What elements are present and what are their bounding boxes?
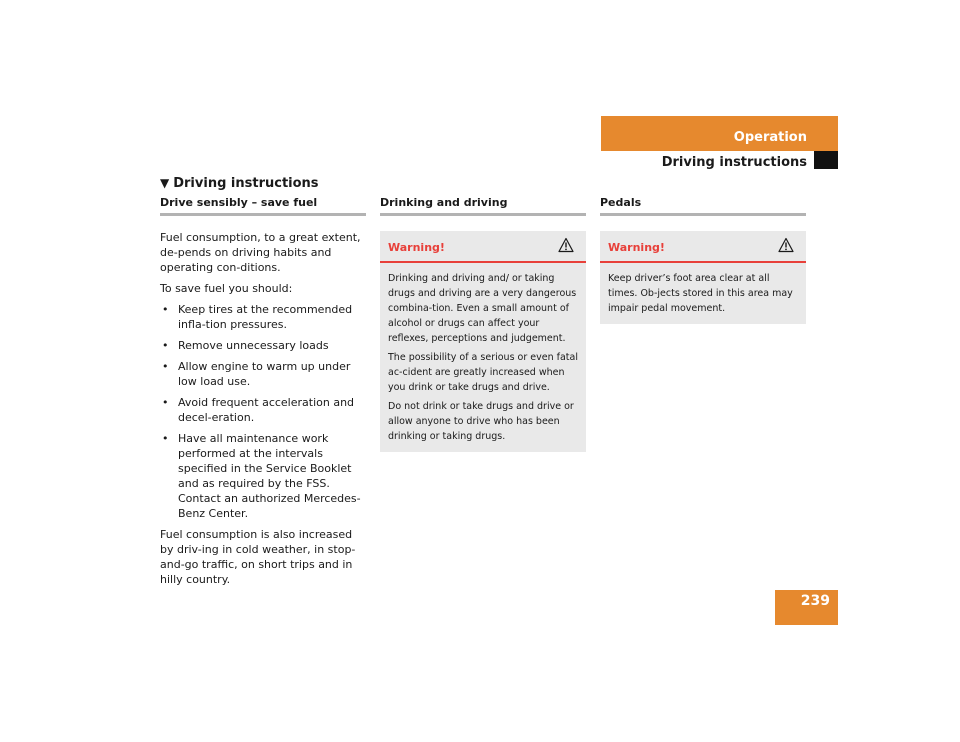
warning-triangle-icon	[558, 237, 574, 257]
fuel-intro: Fuel consumption, to a great extent, de-pends on driving habits and operating con-ditions.	[160, 231, 361, 274]
list-item: • Remove unnecessary loads	[162, 339, 329, 352]
warning-paragraph: The possibility of a serious or even fatal ac-cident are greatly increased when you drink or take drugs and drive.	[388, 352, 578, 393]
list-item: • Avoid frequent acceleration and decel-eration.	[162, 396, 355, 424]
bullet-icon: •	[162, 432, 169, 445]
warning-box-pedals	[600, 231, 806, 324]
bullet-icon: •	[162, 360, 169, 373]
list-item: • Keep tires at the recommended infla-tion pressures.	[162, 303, 353, 331]
warning-title: Warning!	[388, 241, 445, 254]
warning-title: Warning!	[608, 241, 665, 254]
column-drinking	[380, 196, 586, 452]
heading-drinking-driving: Drinking and driving	[380, 196, 586, 216]
bullet-icon: •	[162, 396, 169, 409]
fuel-closing: Fuel consumption is also increased by driv-ing in cold weather, in stop-and-go traffic, on short trips and in hilly country.	[160, 528, 356, 586]
warning-paragraph: Drinking and driving and/ or taking drugs and driving are a very dangerous combina-tion. Even a small amount of alcohol or drugs can affect your reflexes, perceptions and judgement.	[388, 273, 577, 344]
chapter-title: Operation	[733, 130, 807, 145]
page-number: 239	[800, 593, 830, 609]
fuel-lead: To save fuel you should:	[160, 282, 293, 295]
heading-save-fuel: Drive sensibly – save fuel	[160, 196, 366, 216]
list-item: • Allow engine to warm up under low load use.	[162, 360, 351, 388]
column-fuel	[160, 196, 366, 593]
section-title-text: Driving instructions	[173, 176, 319, 191]
page-number-badge	[775, 590, 838, 625]
warning-box-drinking	[380, 231, 586, 452]
chapter-header-band	[601, 116, 838, 151]
heading-pedals: Pedals	[600, 196, 806, 216]
fuel-tips-list	[160, 302, 366, 521]
section-title	[160, 176, 319, 191]
bullet-icon: •	[162, 339, 169, 352]
list-item: • Have all maintenance work performed at the intervals specified in the Service Booklet and as required by the FSS. Contact an authorized Mercedes-Benz Center.	[162, 432, 361, 520]
warning-paragraph: Keep driver’s foot area clear at all times. Ob-jects stored in this area may impair pedal movement.	[608, 273, 793, 314]
warning-paragraph: Do not drink or take drugs and drive or allow anyone to drive who has been drinking or taking drugs.	[388, 401, 574, 442]
thumb-tab	[814, 151, 838, 169]
section-marker-icon: ▼	[160, 176, 170, 190]
warning-triangle-icon	[778, 237, 794, 257]
bullet-icon: •	[162, 303, 169, 316]
column-pedals	[600, 196, 806, 324]
subsection-title: Driving instructions	[661, 155, 807, 170]
